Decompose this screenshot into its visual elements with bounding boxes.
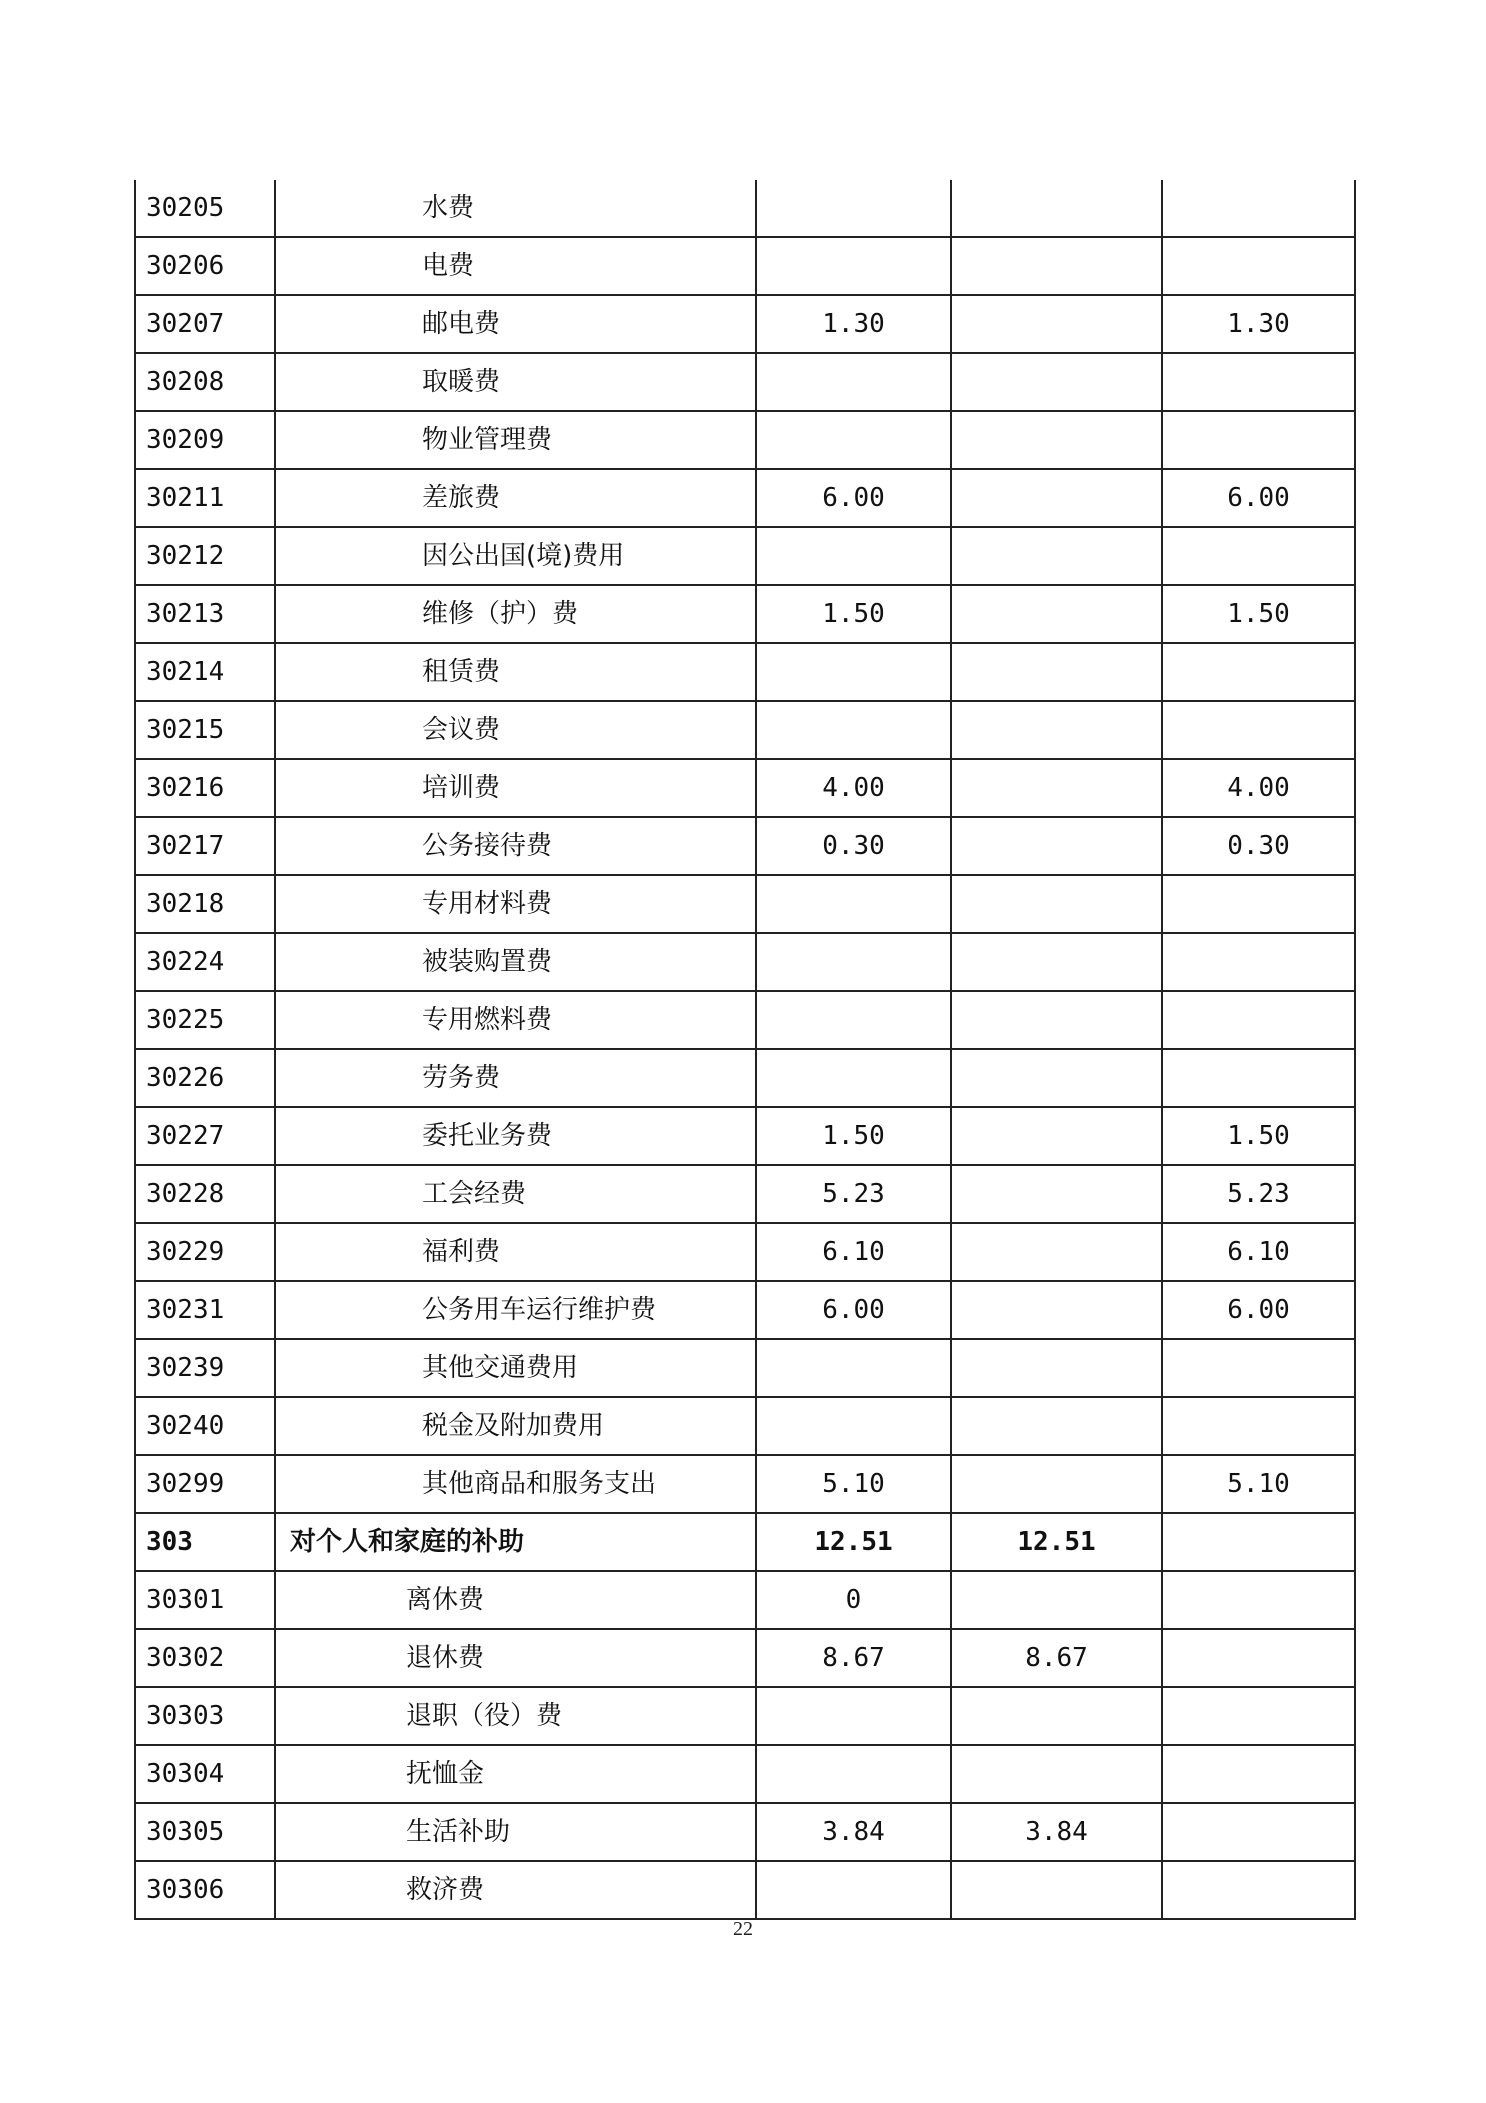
- basic-expenditure-cell: [951, 991, 1162, 1049]
- account-code-cell: 30205: [135, 180, 275, 237]
- basic-expenditure-cell: [951, 1571, 1162, 1629]
- basic-expenditure-cell: [951, 643, 1162, 701]
- table-row: [135, 411, 1355, 469]
- project-expenditure-cell: 1.30: [1162, 295, 1355, 353]
- project-expenditure-cell: [1162, 875, 1355, 933]
- account-code-cell: 30229: [135, 1223, 275, 1281]
- total-amount-cell: 3.84: [756, 1803, 951, 1861]
- total-amount-cell: 1.50: [756, 1107, 951, 1165]
- project-expenditure-cell: 4.00: [1162, 759, 1355, 817]
- table-row: [135, 1107, 1355, 1165]
- total-amount-cell: [756, 1049, 951, 1107]
- item-name-cell: 其他商品和服务支出: [275, 1455, 756, 1513]
- total-amount-cell: 6.00: [756, 469, 951, 527]
- table-row: [135, 817, 1355, 875]
- project-expenditure-cell: [1162, 411, 1355, 469]
- item-name-cell: 工会经费: [275, 1165, 756, 1223]
- account-code-cell: 30218: [135, 875, 275, 933]
- total-amount-cell: [756, 1397, 951, 1455]
- table-row: [135, 527, 1355, 585]
- account-code-cell: 30306: [135, 1861, 275, 1919]
- total-amount-cell: 6.00: [756, 1281, 951, 1339]
- total-amount-cell: [756, 643, 951, 701]
- table-row: [135, 759, 1355, 817]
- account-code-cell: 30303: [135, 1687, 275, 1745]
- project-expenditure-cell: [1162, 1861, 1355, 1919]
- total-amount-cell: 12.51: [756, 1513, 951, 1571]
- account-code-cell: 30209: [135, 411, 275, 469]
- basic-expenditure-cell: [951, 1339, 1162, 1397]
- table-row: [135, 643, 1355, 701]
- item-name-cell: 租赁费: [275, 643, 756, 701]
- basic-expenditure-cell: [951, 1687, 1162, 1745]
- basic-expenditure-cell: [951, 1397, 1162, 1455]
- account-code-cell: 30299: [135, 1455, 275, 1513]
- basic-expenditure-cell: [951, 1107, 1162, 1165]
- table-row: [135, 1281, 1355, 1339]
- basic-expenditure-cell: 8.67: [951, 1629, 1162, 1687]
- total-amount-cell: [756, 237, 951, 295]
- table-row: [135, 1629, 1355, 1687]
- table-row: [135, 237, 1355, 295]
- project-expenditure-cell: 6.10: [1162, 1223, 1355, 1281]
- table-row: [135, 933, 1355, 991]
- project-expenditure-cell: 6.00: [1162, 469, 1355, 527]
- project-expenditure-cell: 5.10: [1162, 1455, 1355, 1513]
- total-amount-cell: [756, 180, 951, 237]
- item-name-cell: 专用材料费: [275, 875, 756, 933]
- project-expenditure-cell: [1162, 1339, 1355, 1397]
- project-expenditure-cell: [1162, 991, 1355, 1049]
- table-row: [135, 701, 1355, 759]
- item-name-cell: 水费: [275, 180, 756, 237]
- table-row: [135, 1745, 1355, 1803]
- account-code-cell: 30305: [135, 1803, 275, 1861]
- total-amount-cell: [756, 411, 951, 469]
- basic-expenditure-cell: [951, 1455, 1162, 1513]
- basic-expenditure-cell: [951, 933, 1162, 991]
- page-number: 22: [733, 1918, 753, 1940]
- item-name-cell: 因公出国(境)费用: [275, 527, 756, 585]
- item-name-cell: 差旅费: [275, 469, 756, 527]
- basic-expenditure-cell: [951, 1281, 1162, 1339]
- account-code-cell: 30301: [135, 1571, 275, 1629]
- table-row: [135, 1049, 1355, 1107]
- item-name-cell: 抚恤金: [275, 1745, 756, 1803]
- total-amount-cell: [756, 991, 951, 1049]
- basic-expenditure-cell: [951, 353, 1162, 411]
- account-code-cell: 30216: [135, 759, 275, 817]
- total-amount-cell: [756, 1745, 951, 1803]
- total-amount-cell: 1.30: [756, 295, 951, 353]
- item-name-cell: 其他交通费用: [275, 1339, 756, 1397]
- table-row: [135, 353, 1355, 411]
- account-code-cell: 30215: [135, 701, 275, 759]
- basic-expenditure-cell: 12.51: [951, 1513, 1162, 1571]
- account-code-cell: 30214: [135, 643, 275, 701]
- total-amount-cell: 6.10: [756, 1223, 951, 1281]
- basic-expenditure-cell: [951, 1165, 1162, 1223]
- total-amount-cell: [756, 1861, 951, 1919]
- account-code-cell: 30211: [135, 469, 275, 527]
- project-expenditure-cell: 5.23: [1162, 1165, 1355, 1223]
- item-name-cell: 维修（护）费: [275, 585, 756, 643]
- item-name-cell: 被装购置费: [275, 933, 756, 991]
- project-expenditure-cell: [1162, 1745, 1355, 1803]
- item-name-cell: 物业管理费: [275, 411, 756, 469]
- project-expenditure-cell: [1162, 933, 1355, 991]
- table-row: [135, 1165, 1355, 1223]
- table-row: [135, 1687, 1355, 1745]
- account-code-cell: 30231: [135, 1281, 275, 1339]
- account-code-cell: 30225: [135, 991, 275, 1049]
- account-code-cell: 30213: [135, 585, 275, 643]
- table-row: [135, 1455, 1355, 1513]
- total-amount-cell: 5.23: [756, 1165, 951, 1223]
- account-code-cell: 30207: [135, 295, 275, 353]
- basic-expenditure-cell: [951, 875, 1162, 933]
- table-row: [135, 585, 1355, 643]
- table-row: [135, 1397, 1355, 1455]
- account-code-cell: 30212: [135, 527, 275, 585]
- project-expenditure-cell: [1162, 1629, 1355, 1687]
- item-name-cell: 邮电费: [275, 295, 756, 353]
- project-expenditure-cell: 1.50: [1162, 585, 1355, 643]
- item-name-cell: 退职（役）费: [275, 1687, 756, 1745]
- account-code-cell: 30239: [135, 1339, 275, 1397]
- basic-expenditure-cell: [951, 180, 1162, 237]
- item-name-cell: 取暖费: [275, 353, 756, 411]
- account-code-cell: 30208: [135, 353, 275, 411]
- item-name-cell: 离休费: [275, 1571, 756, 1629]
- total-amount-cell: [756, 1687, 951, 1745]
- project-expenditure-cell: 1.50: [1162, 1107, 1355, 1165]
- basic-expenditure-cell: [951, 1861, 1162, 1919]
- basic-expenditure-cell: [951, 411, 1162, 469]
- basic-expenditure-cell: [951, 1223, 1162, 1281]
- item-name-cell: 对个人和家庭的补助: [275, 1513, 756, 1571]
- table-row: [135, 1571, 1355, 1629]
- basic-expenditure-cell: [951, 469, 1162, 527]
- account-code-cell: 30226: [135, 1049, 275, 1107]
- total-amount-cell: 0.30: [756, 817, 951, 875]
- account-code-cell: 30224: [135, 933, 275, 991]
- total-amount-cell: 0: [756, 1571, 951, 1629]
- table-row: [135, 180, 1355, 237]
- item-name-cell: 公务用车运行维护费: [275, 1281, 756, 1339]
- project-expenditure-cell: 6.00: [1162, 1281, 1355, 1339]
- basic-expenditure-cell: [951, 585, 1162, 643]
- account-code-cell: 30302: [135, 1629, 275, 1687]
- total-amount-cell: 1.50: [756, 585, 951, 643]
- item-name-cell: 公务接待费: [275, 817, 756, 875]
- total-amount-cell: [756, 933, 951, 991]
- basic-expenditure-cell: 3.84: [951, 1803, 1162, 1861]
- total-amount-cell: 4.00: [756, 759, 951, 817]
- table-row: [135, 875, 1355, 933]
- table-row: [135, 295, 1355, 353]
- project-expenditure-cell: [1162, 1513, 1355, 1571]
- item-name-cell: 培训费: [275, 759, 756, 817]
- project-expenditure-cell: [1162, 1571, 1355, 1629]
- total-amount-cell: [756, 1339, 951, 1397]
- item-name-cell: 劳务费: [275, 1049, 756, 1107]
- item-name-cell: 福利费: [275, 1223, 756, 1281]
- total-amount-cell: 5.10: [756, 1455, 951, 1513]
- basic-expenditure-cell: [951, 817, 1162, 875]
- total-amount-cell: 8.67: [756, 1629, 951, 1687]
- basic-expenditure-cell: [951, 237, 1162, 295]
- account-code-cell: 30217: [135, 817, 275, 875]
- item-name-cell: 生活补助: [275, 1803, 756, 1861]
- account-code-cell: 30206: [135, 237, 275, 295]
- account-code-cell: 30240: [135, 1397, 275, 1455]
- project-expenditure-cell: 0.30: [1162, 817, 1355, 875]
- project-expenditure-cell: [1162, 353, 1355, 411]
- total-amount-cell: [756, 353, 951, 411]
- item-name-cell: 委托业务费: [275, 1107, 756, 1165]
- basic-expenditure-cell: [951, 1745, 1162, 1803]
- project-expenditure-cell: [1162, 1803, 1355, 1861]
- account-code-cell: 30227: [135, 1107, 275, 1165]
- project-expenditure-cell: [1162, 1397, 1355, 1455]
- project-expenditure-cell: [1162, 180, 1355, 237]
- account-code-cell: 303: [135, 1513, 275, 1571]
- basic-expenditure-cell: [951, 759, 1162, 817]
- account-code-cell: 30228: [135, 1165, 275, 1223]
- project-expenditure-cell: [1162, 527, 1355, 585]
- total-amount-cell: [756, 875, 951, 933]
- project-expenditure-cell: [1162, 1049, 1355, 1107]
- item-name-cell: 救济费: [275, 1861, 756, 1919]
- item-name-cell: 税金及附加费用: [275, 1397, 756, 1455]
- table-row: [135, 1803, 1355, 1861]
- item-name-cell: 专用燃料费: [275, 991, 756, 1049]
- table-row: [135, 991, 1355, 1049]
- basic-expenditure-cell: [951, 295, 1162, 353]
- account-code-cell: 30304: [135, 1745, 275, 1803]
- basic-expenditure-cell: [951, 701, 1162, 759]
- basic-expenditure-cell: [951, 1049, 1162, 1107]
- expenditure-table-body: [135, 180, 1355, 1919]
- project-expenditure-cell: [1162, 237, 1355, 295]
- project-expenditure-cell: [1162, 701, 1355, 759]
- item-name-cell: 退休费: [275, 1629, 756, 1687]
- project-expenditure-cell: [1162, 643, 1355, 701]
- total-amount-cell: [756, 701, 951, 759]
- table-row: [135, 1223, 1355, 1281]
- table-row: [135, 469, 1355, 527]
- table-row: [135, 1513, 1355, 1571]
- table-row: [135, 1339, 1355, 1397]
- expenditure-table: [134, 180, 1356, 1920]
- item-name-cell: 会议费: [275, 701, 756, 759]
- table-row: [135, 1861, 1355, 1919]
- basic-expenditure-cell: [951, 527, 1162, 585]
- total-amount-cell: [756, 527, 951, 585]
- project-expenditure-cell: [1162, 1687, 1355, 1745]
- item-name-cell: 电费: [275, 237, 756, 295]
